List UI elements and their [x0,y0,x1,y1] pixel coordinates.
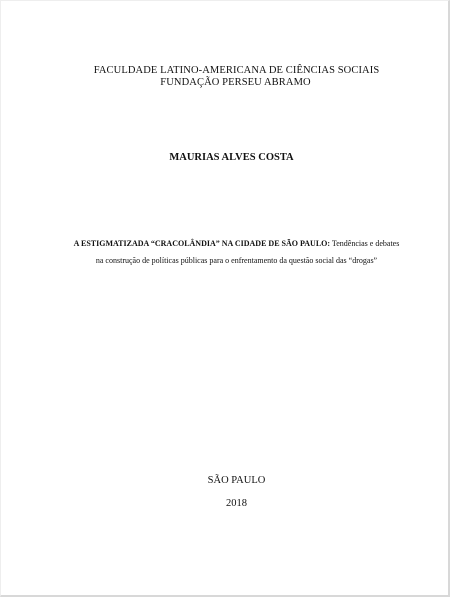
location: SÃO PAULO [207,475,266,486]
title-line-1 [13,239,454,248]
subtitle-part-2: na construção de políticas públicas para o enfrentamento da questão social das “drogas” [95,256,378,265]
institution-line-1: FACULDADE LATINO-AMERICANA DE CIÊNCIAS SOCIAIS [93,65,380,76]
year: 2018 [226,498,247,509]
title-main: A ESTIGMATIZADA “CRACOLÂNDIA” NA CIDADE DE SÃO PAULO: [73,239,331,248]
subtitle-part-1: Tendências e debates [330,239,400,248]
institution-line-2: FUNDAÇÃO PERSEU ABRAMO [160,77,311,88]
author-name: MAURIAS ALVES COSTA [169,152,294,163]
